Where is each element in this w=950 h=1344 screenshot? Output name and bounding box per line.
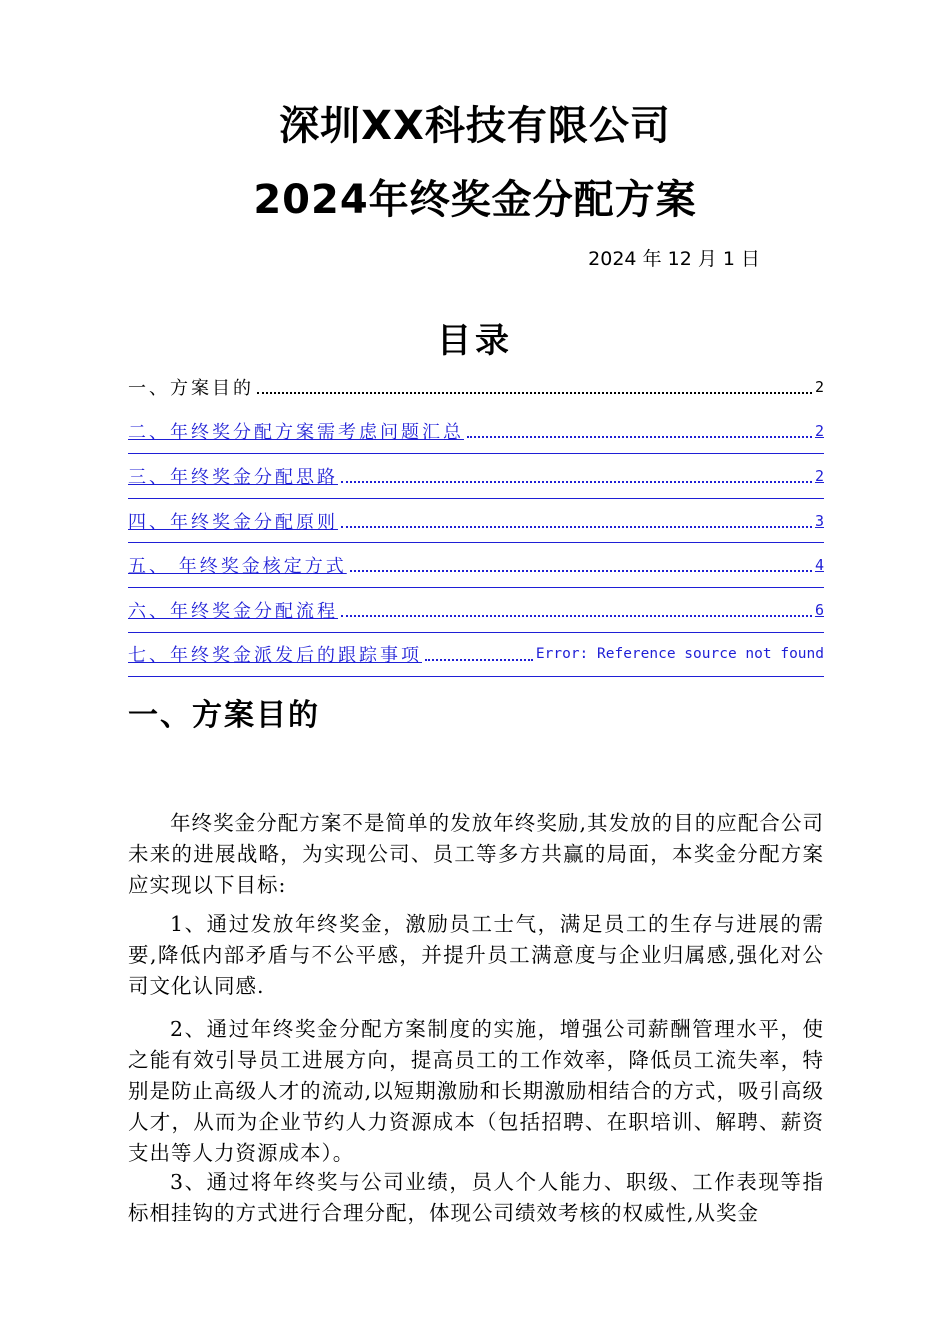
toc-heading: 目录 bbox=[437, 321, 513, 361]
toc-item-6[interactable] bbox=[128, 588, 824, 633]
toc-item-page: 2 bbox=[814, 378, 824, 397]
table-of-contents bbox=[128, 365, 824, 677]
toc-leader bbox=[341, 481, 812, 483]
toc-item-label: 六、年终奖金分配流程 bbox=[128, 600, 338, 622]
company-title: 深圳XX科技有限公司 bbox=[279, 103, 671, 149]
toc-item-2[interactable] bbox=[128, 410, 824, 455]
toc-leader bbox=[341, 526, 812, 528]
toc-item-page: 2 bbox=[814, 466, 824, 485]
toc-item-label: 四、年终奖金分配原则 bbox=[128, 511, 338, 533]
toc-item-5[interactable] bbox=[128, 543, 824, 588]
toc-item-label: 五、 年终奖金核定方式 bbox=[128, 556, 347, 578]
paragraph: 年终奖金分配方案不是简单的发放年终奖励,其发放的目的应配合公司未来的进展战略，为实现公司、员工等多方共赢的局面，本奖金分配方案应实现以下目标: bbox=[128, 811, 824, 897]
document-date: 2024 年 12 月 1 日 bbox=[588, 248, 760, 270]
toc-leader bbox=[341, 615, 812, 617]
document-title: 2024年终奖金分配方案 bbox=[253, 177, 697, 223]
toc-leader bbox=[350, 570, 812, 572]
toc-item-page-error: Error: Reference source not found bbox=[535, 646, 824, 663]
toc-item-page: 6 bbox=[814, 600, 824, 619]
toc-item-page: 3 bbox=[814, 511, 824, 530]
toc-leader bbox=[467, 436, 812, 438]
toc-item-label: 三、年终奖金分配思路 bbox=[128, 466, 338, 488]
paragraph: 3、通过将年终奖与公司业绩，员人个人能力、职级、工作表现等指标相挂钩的方式进行合理分配，体现公司绩效考核的权威性,从奖金 bbox=[128, 1170, 824, 1225]
toc-item-7[interactable] bbox=[128, 633, 824, 678]
paragraph: 1、通过发放年终奖金，激励员工士气，满足员工的生存与进展的需要,降低内部矛盾与不公平感，并提升员工满意度与企业归属感,强化对公司文化认同感. bbox=[128, 912, 824, 998]
toc-leader bbox=[257, 392, 812, 394]
toc-leader bbox=[425, 659, 533, 661]
toc-item-label: 七、年终奖金派发后的跟踪事项 bbox=[128, 645, 422, 667]
toc-item-1[interactable] bbox=[128, 365, 824, 410]
toc-item-4[interactable] bbox=[128, 499, 824, 544]
toc-item-page: 4 bbox=[814, 556, 824, 575]
toc-item-label: 一、方案目的 bbox=[128, 378, 254, 400]
section-title: 一、方案目的 bbox=[128, 698, 320, 733]
toc-item-label: 二、年终奖分配方案需考虑问题汇总 bbox=[128, 422, 464, 444]
paragraph: 2、通过年终奖金分配方案制度的实施，增强公司薪酬管理水平，使之能有效引导员工进展方向，提高员工的工作效率，降低员工流失率，特别是防止高级人才的流动,以短期激励和长期激励相结合的方式，吸引高级人才，从而为企业节约人力资源成本（包括招聘、在职培训、解聘、薪资支出等人力资源成本）。 bbox=[128, 1017, 824, 1165]
toc-item-3[interactable] bbox=[128, 454, 824, 499]
toc-item-page: 2 bbox=[814, 422, 824, 441]
